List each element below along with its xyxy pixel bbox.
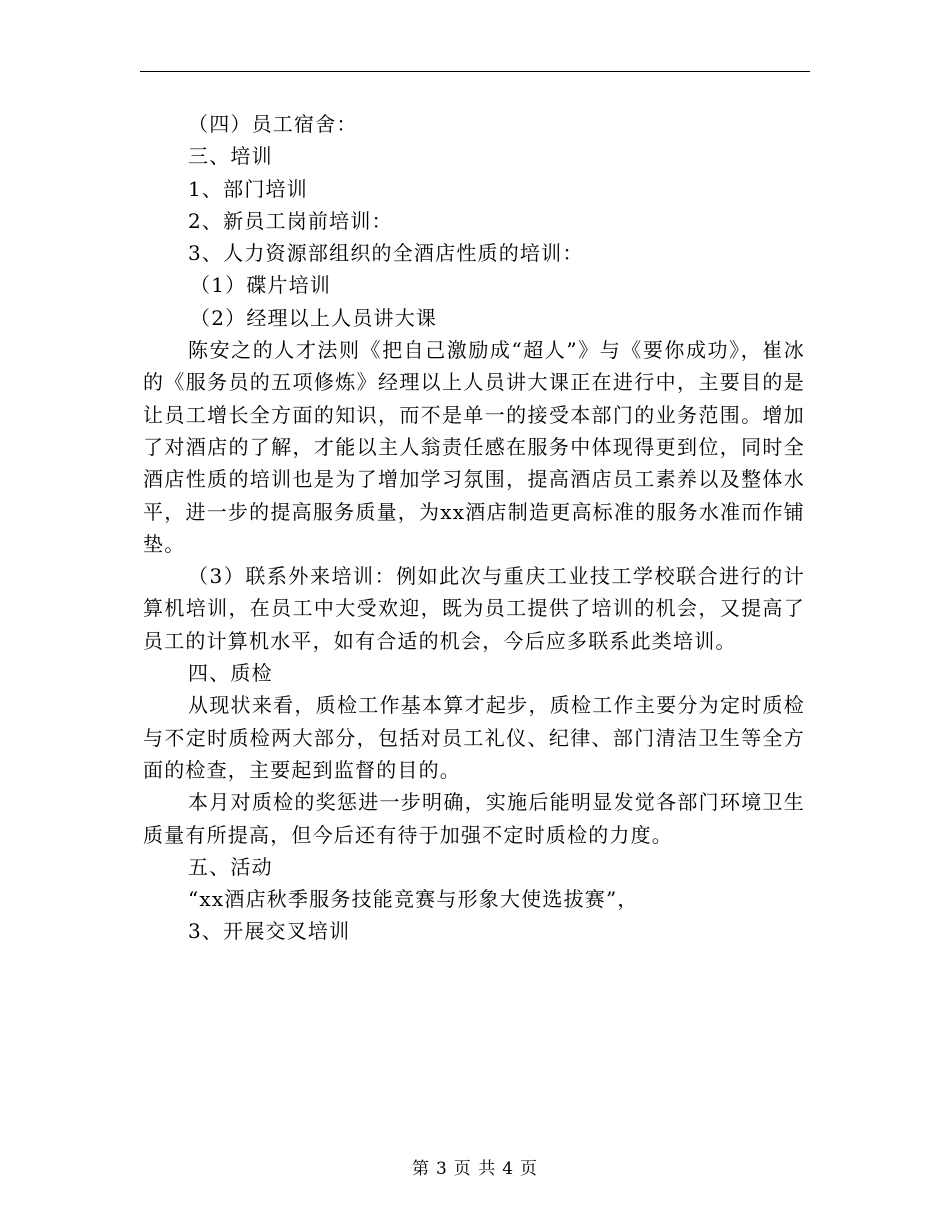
- sub-item-manager-lecture: （2）经理以上人员讲大课: [190, 305, 438, 330]
- sub-item-disc-training: （1）碟片培训: [190, 273, 332, 298]
- heading-dormitory: （四）员工宿舍：: [188, 112, 358, 136]
- section-heading-training: 三、培训: [188, 144, 273, 169]
- activity-event-title: “xx酒店秋季服务技能竞赛与形象大使选拔赛”，: [188, 887, 639, 912]
- page-footer: [0, 1154, 950, 1179]
- header-rule: [140, 71, 810, 72]
- list-item-cross-training: 3、开展交叉培训: [188, 919, 351, 944]
- footer-suffix: 页: [520, 1159, 539, 1179]
- footer-mid: 页 共: [453, 1159, 497, 1179]
- footer-page-number: 3: [435, 1159, 448, 1179]
- list-item-department-training: 1、部门培训: [188, 176, 308, 201]
- list-item-new-staff-training: 2、新员工岗前培训：: [188, 208, 393, 233]
- paragraph-quality-status: 从现状来看，质检工作基本算才起步，质检工作主要分为定时质检与不定时质检两大部分，包括对员工礼仪、纪律、部门清洁卫生等全方面的检查，主要起到监督的目的。: [143, 693, 805, 782]
- section-heading-quality-check: 四、质检: [188, 661, 273, 686]
- document-body: [143, 108, 805, 948]
- paragraph-external-training: （3）联系外来培训：例如此次与重庆工业技工学校联合进行的计算机培训，在员工中大受欢迎，既为员工提供了培训的机会，又提高了员工的计算机水平，如有合适的机会，今后应多联系此类培训。: [143, 564, 805, 653]
- paragraph-quality-improvement: 本月对质检的奖惩进一步明确，实施后能明显发觉各部门环境卫生质量有所提高，但今后还有待于加强不定时质检的力度。: [143, 790, 805, 847]
- footer-total-pages: 4: [502, 1159, 515, 1179]
- paragraph-lecture-details: 陈安之的人才法则《把自己激励成“超人”》与《要你成功》，崔冰的《服务员的五项修炼》经理以上人员讲大课正在进行中，主要目的是让员工增长全方面的知识，而不是单一的接受本部门的业务范围。增加了对酒店的了解，才能以主人翁责任感在服务中体现得更到位，同时全酒店性质的培训也是为了增加学习氛围，提高酒店员工素养以及整体水平，进一步的提高服务质量，为xx酒店制造更高标准的服务水准而作铺垫。: [143, 338, 805, 556]
- footer-prefix: 第: [411, 1159, 430, 1179]
- list-item-hr-training: 3、人力资源部组织的全酒店性质的培训：: [188, 241, 584, 266]
- section-heading-activities: 五、活动: [188, 854, 273, 879]
